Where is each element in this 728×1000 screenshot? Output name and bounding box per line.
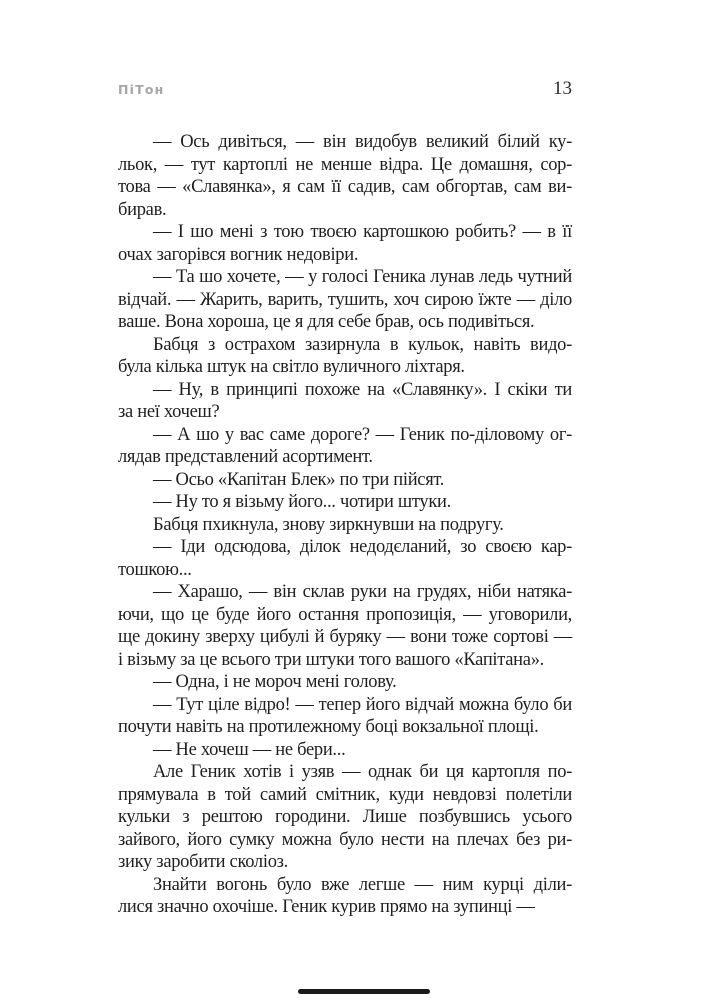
text-line: — Іди одсюдова, ділок недодєланий, зо своєю кар- [153,537,572,557]
text-line: — І шо мені з тою твоєю картошкою робить? — в її [153,222,572,242]
text-line: за неї хочеш? [118,402,220,422]
text-line: това — «Славянка», я сам її садив, сам обгортав, сам ви- [118,177,572,197]
text-line: тошкою... [118,559,192,580]
text-line: прямувала в той самий смітник, куди невдовзі полетіли [118,784,572,805]
home-indicator-bar[interactable] [298,989,430,994]
running-title: ПіТон [118,82,165,97]
text-line: бирав. [118,199,167,220]
text-line: — Та шо хочете, — у голосі Геника лунав ледь чутний [153,267,572,287]
text-line: почути навіть на протилежному боці вокзальної площі. [118,717,539,737]
text-line: Але Геник хотів і узяв — однак би ця картопля по- [153,762,572,782]
text-line: — Ну, в принципі похоже на «Славянку». І скіки ти [153,379,572,400]
text-line: очах загорівся вогник недовіри. [118,244,359,265]
text-line: — Не хочеш — не бери... [153,739,346,760]
text-line: ючи, що це буде його остання пропозиція, — уговорили, [118,604,572,625]
text-line: була кілька штук на світло вуличного ліхтаря. [118,357,465,377]
text-line: і візьму за це всього три штуки того вашого «Капітана». [118,649,544,670]
text-line: — Осьо «Капітан Блек» по три пійсят. [153,469,445,490]
text-line: ще докину зверху цибулі й буряку — вони тоже сортові — [118,627,572,647]
text-line: лися значно охочіше. Геник курив прямо на зупинці — [118,897,535,917]
text-line: Бабця пхикнула, знову зиркнувши на подругу. [153,514,504,535]
text-line: кульки з рештою городини. Лише позбувшись усього [118,807,572,827]
text-line: зику заробити сколіоз. [118,852,288,872]
text-line: — Харашо, — він склав руки на грудях, ніби натяка- [153,582,572,602]
text-line: льок, — тут картоплі не менше відра. Це домашня, сор- [118,154,572,175]
text-line: лядав представлений асортимент. [118,447,373,467]
text-line: — Тут ціле відро! — тепер його відчай можна було би [153,694,572,715]
text-line: зайвого, його сумку можна було нести на плечах без ри- [118,829,572,850]
page-number: 13 [553,78,572,99]
text-line: Знайти вогонь було вже легше — ним курці діли- [153,874,572,895]
text-line: — А шо у вас саме дороге? — Геник по-діловому ог- [153,424,572,445]
book-text-block [118,131,572,919]
text-line: — Одна, і не мороч мені голову. [153,672,397,692]
text-line: — Ось дивіться, — він видобув великий білий ку- [153,132,572,152]
text-line: відчай. — Жарить, варить, тушить, хоч сирою їжте — діло [118,289,572,310]
text-line: Бабця з острахом зазирнула в кульок, навіть видо- [153,334,572,355]
page-header [118,78,572,100]
text-line: ваше. Вона хороша, це я для себе брав, ось подивіться. [118,312,535,332]
text-line: — Ну то я візьму його... чотири штуки. [153,492,451,512]
